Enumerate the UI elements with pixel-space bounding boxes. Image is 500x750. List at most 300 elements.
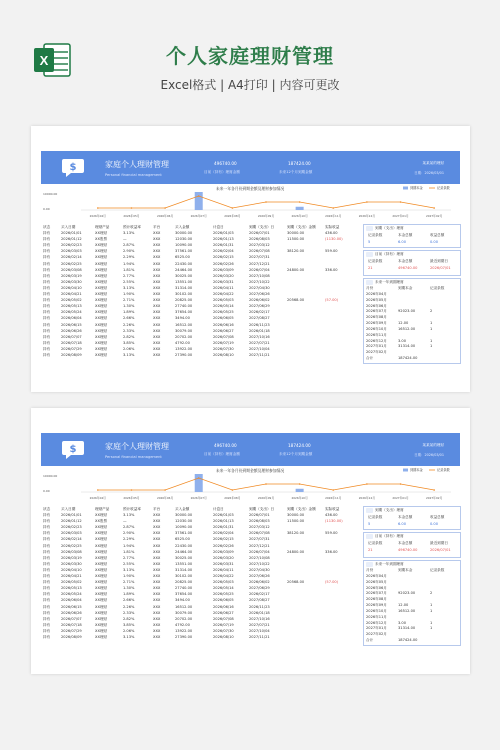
point-count (265, 201, 267, 203)
table-cell: 2026/08/03 (249, 519, 270, 524)
x-tick-label: 2027年01月 (392, 496, 409, 500)
table-cell: (57.00) (325, 580, 339, 585)
table-cell: 3.13% (123, 352, 135, 357)
table-cell: XX理财 (95, 231, 108, 236)
table-cell: 2026/07/01 (249, 231, 270, 236)
owner-label: 某某某的理财 (422, 161, 444, 165)
table-cell: 20825.00 (175, 580, 193, 585)
table-cell: (57.00) (325, 298, 339, 303)
table-cell (323, 352, 359, 358)
column-header: 预计收益率 (123, 507, 141, 511)
table-cell: 11500.00 (287, 519, 305, 524)
table-cell: 1 (430, 620, 433, 625)
table-cell: 2027/04/30 (249, 285, 270, 290)
table-cell: 2026/07/07 (61, 616, 82, 621)
table-cell: 持有 (43, 555, 51, 560)
table-cell: 2026/04/22 (213, 292, 234, 297)
point-count (164, 489, 166, 491)
table-cell: 2026/02/17 (249, 310, 270, 315)
table-cell: 11500.00 (287, 237, 305, 242)
table-cell: 持有 (43, 249, 51, 254)
table-cell: XX理财 (95, 604, 108, 609)
column-header: 到期（支出）日 (249, 507, 275, 511)
table-cell: 336.00 (325, 267, 338, 272)
sheet-title: 家庭个人理财管理 (105, 160, 169, 169)
table-cell: XXX (153, 604, 161, 609)
table-cell: 92023.00 (398, 591, 416, 596)
table-cell: 持有 (43, 231, 51, 236)
table-cell: XXX (153, 592, 161, 597)
table-cell: 2.66% (123, 316, 135, 321)
table-cell: 持有 (43, 340, 51, 345)
x-tick-label: 2027年02月 (426, 214, 443, 218)
due-chart (41, 466, 460, 504)
table-cell: 2027年02月 (366, 632, 387, 637)
point-count (232, 207, 234, 209)
table-cell: 2027/06/29 (249, 586, 270, 591)
table-cell: 2026年06月 (366, 303, 387, 308)
table-cell: XX理财 (95, 513, 108, 518)
table-cell: 2026/03/09 (213, 549, 234, 554)
table-cell: 2027/07/21 (249, 340, 270, 345)
table-cell: 持有 (43, 537, 51, 542)
table-cell: 20568.00 (287, 580, 305, 585)
table-cell: 持有 (43, 561, 51, 566)
table-cell: 持有 (43, 243, 51, 248)
point-count (400, 201, 402, 203)
table-cell: 16512.00 (175, 604, 193, 609)
table-cell: 2026/01/01 (61, 231, 82, 236)
table-cell: (1130.00) (325, 237, 343, 242)
monthly-due-table (364, 568, 460, 644)
table-cell: 2027/10/04 (249, 346, 270, 351)
x-tick-label: 2026年06月 (156, 214, 174, 218)
column-header: 买入日期 (61, 507, 76, 511)
legend-label-count: 记录条数 (437, 468, 450, 473)
table-cell: 2027/10/08 (249, 273, 270, 278)
table-cell: 2026年09月 (366, 321, 387, 326)
table-cell: (1130.00) (325, 519, 343, 524)
x-tick-label: 2026年12月 (358, 214, 376, 218)
table-cell: 持有 (43, 634, 51, 639)
table-cell (285, 634, 323, 640)
x-tick-label: 2026年09月 (257, 214, 275, 218)
table-cell: 2026/06/16 (213, 322, 234, 327)
table-cell: 336.00 (325, 549, 338, 554)
point-count (400, 483, 402, 485)
due-chart-svg (41, 184, 460, 222)
table-cell: XXX (153, 634, 161, 639)
table-cell: XXX (153, 340, 161, 345)
table-cell: 2026/01/03 (213, 231, 234, 236)
table-cell: 2026年10月 (366, 326, 387, 331)
box-value: 21 (368, 266, 373, 270)
table-cell: XX理财 (95, 543, 108, 548)
table-cell: 2026/02/17 (249, 592, 270, 597)
table-cell: 4792.00 (175, 340, 190, 345)
box3-summary-box (363, 278, 461, 364)
table-cell: XXX (153, 610, 161, 615)
table-cell: 2027/08/27 (249, 316, 270, 321)
box-title: 到期（支出）理财 (375, 226, 404, 230)
table-cell: 2026/05/13 (61, 586, 82, 591)
box-header: 最近到期日 (430, 541, 448, 545)
table-cell: XXX (153, 628, 161, 633)
due-amount-label: 未来12个月到期金额 (279, 170, 313, 174)
table-cell: 2026/06/05 (213, 598, 234, 603)
table-cell: 2026/05/13 (61, 304, 82, 309)
table-cell: XX理财 (95, 598, 108, 603)
table-cell: 2026/01/03 (213, 513, 234, 518)
table-cell: 3.85% (123, 622, 135, 627)
table-cell: 2027/07/31 (249, 255, 270, 260)
column-header: 买入日期 (61, 225, 76, 229)
table-cell: 2 (430, 309, 433, 314)
table-cell: 2026/08/09 (61, 352, 82, 357)
table-cell: XX理财 (95, 580, 108, 585)
table-cell: 2027/06/26 (249, 574, 270, 579)
table-cell: 2026/04/11 (213, 567, 234, 572)
table-cell: 2026/07/30 (213, 346, 234, 351)
x-tick-label: 2027年02月 (426, 496, 443, 500)
bar-principal (195, 474, 203, 492)
table-cell: 2026/02/04 (213, 249, 234, 254)
x-tick-label: 2026年07月 (190, 496, 207, 500)
table-cell: 2026/03/08 (61, 267, 82, 272)
table-cell: XX理财 (95, 592, 108, 597)
box-value: 6.00 (398, 240, 407, 244)
table-cell: 2026/08/10 (213, 352, 234, 357)
table-cell: XXX (153, 304, 161, 309)
table-cell: 2026/02/04 (213, 531, 234, 536)
x-tick-label: 2026年10月 (291, 496, 308, 500)
table-cell: XXX (153, 616, 161, 621)
table-cell: 2.77% (123, 273, 135, 278)
box-value: 21 (368, 548, 373, 552)
table-cell: 2026/06/26 (61, 610, 82, 615)
table-cell: 3.13% (123, 513, 135, 518)
x-tick-label: 2026年04月 (89, 214, 106, 218)
date-label: 日期：2026/03/01 (414, 171, 444, 175)
table-cell: 2026/02/14 (61, 537, 82, 542)
table-cell: 持有 (43, 255, 51, 260)
table-cell: 13922.00 (175, 346, 193, 351)
box-icon (366, 508, 373, 513)
table-cell: 2027/10/04 (249, 628, 270, 633)
table-cell: 2026年11月 (366, 332, 387, 337)
table-cell: 2.06% (123, 628, 135, 633)
table-cell: 持有 (43, 261, 51, 266)
legend-swatch-principal (403, 187, 408, 190)
table-cell: 2026/02/15 (213, 537, 234, 542)
table-cell: 2026/06/26 (61, 328, 82, 333)
table-cell: 37654.00 (175, 592, 193, 597)
table-cell: 2026/02/23 (61, 243, 82, 248)
box1-summary-box (363, 224, 461, 248)
table-cell: 2.33% (123, 610, 135, 615)
table-cell: 2026/05/03 (213, 580, 234, 585)
table-cell: 2026/02/26 (213, 543, 234, 548)
table-cell: XXX (153, 561, 161, 566)
box-value: 0.00 (430, 522, 439, 526)
table-cell: 13551.00 (175, 279, 193, 284)
table-cell: 3.00 (398, 338, 407, 343)
box3-summary-box (363, 560, 461, 646)
x-tick-label: 2026年10月 (291, 214, 308, 218)
table-cell: 27390.00 (175, 634, 193, 639)
table-cell: XXX (153, 580, 161, 585)
table-cell: XXX (153, 273, 161, 278)
table-cell: 27740.00 (175, 304, 193, 309)
column-header: 到期（支出）金额 (287, 225, 316, 229)
box-title: 目前（持有）理财 (375, 252, 404, 256)
sheet-title-en: Personal financial management (105, 455, 162, 459)
box-icon (366, 562, 373, 567)
table-cell: XX理财 (95, 352, 108, 357)
table-cell: 3494.00 (175, 316, 190, 321)
table-cell: 持有 (43, 592, 51, 597)
due-chart (41, 184, 460, 222)
table-cell: 2026/03/20 (213, 555, 234, 560)
table-cell: 2026/06/27 (213, 328, 234, 333)
table-cell: 2026/07/18 (61, 340, 82, 345)
table-cell: 2026/06/05 (213, 316, 234, 321)
table-row (41, 352, 359, 358)
table-cell: 2027/12/21 (249, 261, 270, 266)
box-title: 未来一年到期理财 (375, 280, 404, 284)
y-axis-label-zero: 0.00 (43, 207, 50, 211)
table-cell: 持有 (43, 628, 51, 633)
legend-label-principal: 到期本金 (410, 468, 423, 473)
table-cell: 1.90% (123, 292, 135, 297)
table-cell: 2.77% (123, 555, 135, 560)
table-cell: XX理财 (95, 622, 108, 627)
box-header: 收益总额 (430, 515, 445, 519)
table-cell: 2026/05/24 (61, 310, 82, 315)
column-header: 平台 (153, 507, 161, 511)
table-cell: 2026/07/08 (249, 531, 270, 536)
column-header: 到期本金 (398, 286, 413, 290)
table-cell: 2027/12/21 (249, 543, 270, 548)
table-cell: 2026/01/01 (61, 513, 82, 518)
table-cell: 12030.00 (175, 237, 193, 242)
table-cell: 436.00 (325, 513, 338, 518)
table-cell: 2026/02/14 (61, 255, 82, 260)
due-amount-label: 未来12个月到期金额 (279, 452, 313, 456)
table-cell: 2026/01/18 (249, 610, 270, 615)
table-cell: 2.71% (123, 298, 135, 303)
table-cell: XXX (153, 292, 161, 297)
table-cell: 3.85% (123, 340, 135, 345)
table-cell: 20702.00 (175, 334, 193, 339)
table-cell: 2026/03/09 (213, 267, 234, 272)
table-cell: 持有 (43, 543, 51, 548)
table-cell: 2026年11月 (366, 614, 387, 619)
table-cell: XX理财 (95, 346, 108, 351)
point-count (97, 489, 99, 491)
table-cell: 2026/01/13 (213, 237, 234, 242)
column-header: 记录条数 (430, 568, 445, 572)
monthly-due-table (364, 286, 460, 362)
table-cell: 2026/06/04 (61, 316, 82, 321)
table-cell: XX理财 (95, 298, 108, 303)
table-cell: 20825.00 (175, 298, 193, 303)
table-cell: 2026/08/09 (61, 634, 82, 639)
chart-title: 未来一年各月份到期金额及理财参加情况 (215, 186, 285, 191)
table-cell: 2027/06/29 (249, 304, 270, 309)
table-cell: 2026/08/03 (249, 237, 270, 242)
table-cell (323, 634, 359, 640)
table-cell: XX理财 (95, 292, 108, 297)
table-cell: 30079.00 (175, 610, 193, 615)
column-header: 记录条数 (430, 286, 445, 290)
table-cell: 2026/03/03 (61, 531, 82, 536)
table-cell: 31314.00 (398, 626, 416, 631)
column-header: 实际收益 (325, 225, 340, 229)
table-cell: 2026年05月 (366, 297, 387, 302)
table-cell: XX理财 (95, 628, 108, 633)
total-value: 187424.00 (398, 356, 418, 361)
table-cell: XX理财 (95, 255, 108, 260)
money-chat-icon (62, 438, 84, 460)
table-cell: XXX (153, 525, 161, 530)
table-cell: 2026/05/14 (213, 304, 234, 309)
table-cell: 1 (430, 321, 433, 326)
date-label: 日期：2026/03/01 (414, 453, 444, 457)
table-cell: 2026/02/15 (213, 255, 234, 260)
table-cell: 2026/05/03 (213, 298, 234, 303)
table-cell: 2026/03/31 (213, 279, 234, 284)
table-cell: 2.26% (123, 322, 135, 327)
table-cell: 2.66% (123, 598, 135, 603)
table-cell: 2.90% (123, 249, 135, 254)
table-cell: 2.90% (123, 531, 135, 536)
table-cell: XX理财 (95, 273, 108, 278)
table-cell: 1.89% (123, 592, 135, 597)
table-cell: 30079.00 (175, 328, 193, 333)
table-cell: 2026/07/19 (213, 622, 234, 627)
table-cell: 2.55% (123, 279, 135, 284)
table-cell: 2026/06/15 (61, 322, 82, 327)
box-value: 5 (368, 240, 371, 244)
table-cell: 2026/04/21 (61, 574, 82, 579)
table-cell: XX理财 (95, 567, 108, 572)
table-cell: XXX (153, 261, 161, 266)
box-icon (366, 280, 373, 285)
column-header: 计息日 (213, 225, 224, 229)
table-cell: 2027/11/21 (249, 634, 270, 639)
table-cell: 持有 (43, 267, 51, 272)
table-cell: 2027/10/22 (249, 279, 270, 284)
table-cell: 2027年01月 (366, 626, 387, 631)
x-tick-label: 2026年08月 (224, 214, 241, 218)
column-header: 买入金额 (175, 225, 190, 229)
table-cell: 1 (430, 626, 433, 631)
table-cell: XX理财 (95, 285, 108, 290)
table-cell: 1 (430, 326, 433, 331)
table-cell: 2.29% (123, 537, 135, 542)
table-cell: 3.13% (123, 634, 135, 639)
table-cell: 2026/07/29 (61, 346, 82, 351)
total-row (364, 356, 460, 362)
x-tick-label: 2026年11月 (325, 496, 342, 500)
box-header: 记录条数 (368, 541, 383, 545)
point-count (299, 483, 301, 485)
box-value: 2026/07/01 (430, 548, 451, 552)
table-cell: 30025.00 (175, 555, 193, 560)
table-cell: 2026年04月 (366, 291, 387, 296)
box-icon (366, 226, 373, 231)
holdings-table (41, 506, 359, 640)
table-cell: 2026/05/25 (213, 592, 234, 597)
table-cell: 16512.00 (398, 608, 416, 613)
x-tick-label: 2026年11月 (325, 214, 342, 218)
owner-label: 某某某的理财 (422, 443, 444, 447)
table-cell: 2026年05月 (366, 579, 387, 584)
table-cell: 2026年12月 (366, 338, 387, 343)
table-cell: 1.89% (123, 310, 135, 315)
table-cell: XXX (153, 285, 161, 290)
point-count (131, 207, 133, 209)
table-cell: 持有 (43, 610, 51, 615)
table-cell: 30000.00 (175, 513, 193, 518)
table-cell: XXX (153, 249, 161, 254)
table-cell: 2026/07/08 (249, 249, 270, 254)
table-cell: 2027年01月 (366, 344, 387, 349)
table-cell: XX理财 (95, 561, 108, 566)
table-cell: 2026/07/08 (213, 334, 234, 339)
table-cell: 2026/06/04 (61, 598, 82, 603)
table-cell: 1.30% (123, 304, 135, 309)
table-cell: XXX (153, 513, 161, 518)
table-cell: 2026/05/24 (61, 592, 82, 597)
box-header: 本金总额 (398, 541, 413, 545)
box2-summary-box (363, 532, 461, 558)
column-header: 平台 (153, 225, 161, 229)
column-header: 理财产品 (95, 225, 110, 229)
table-cell: 2027/04/30 (249, 567, 270, 572)
column-header: 买入金额 (175, 507, 190, 511)
sheet-banner (41, 433, 460, 466)
table-cell: XX理财 (95, 634, 108, 639)
table-cell: 2026/07/29 (61, 628, 82, 633)
table-cell: XX理财 (95, 334, 108, 339)
table-cell: XX理财 (95, 316, 108, 321)
page-header (0, 0, 500, 112)
table-cell: 持有 (43, 298, 51, 303)
total-value: 187424.00 (398, 638, 418, 643)
sheet-banner (41, 151, 460, 184)
table-cell: 持有 (43, 273, 51, 278)
table-cell: 2.26% (123, 604, 135, 609)
table-cell: 1.94% (123, 261, 135, 266)
box-header: 记录条数 (368, 259, 383, 263)
table-cell: 持有 (43, 322, 51, 327)
table-cell: XXX (153, 567, 161, 572)
table-cell: 24800.00 (287, 267, 305, 272)
table-cell: XX理财 (95, 549, 108, 554)
table-cell: 10090.00 (175, 525, 193, 530)
box-value: 5 (368, 522, 371, 526)
table-cell: 12.00 (398, 321, 409, 326)
table-cell: 2026/07/19 (213, 340, 234, 345)
table-cell: 3.13% (123, 285, 135, 290)
table-cell: 2026/07/04 (249, 267, 270, 272)
table-cell: 2026/11/23 (249, 322, 270, 327)
box-title: 目前（持有）理财 (375, 534, 404, 538)
table-cell: 30000.00 (175, 231, 193, 236)
table-cell: 4792.00 (175, 622, 190, 627)
